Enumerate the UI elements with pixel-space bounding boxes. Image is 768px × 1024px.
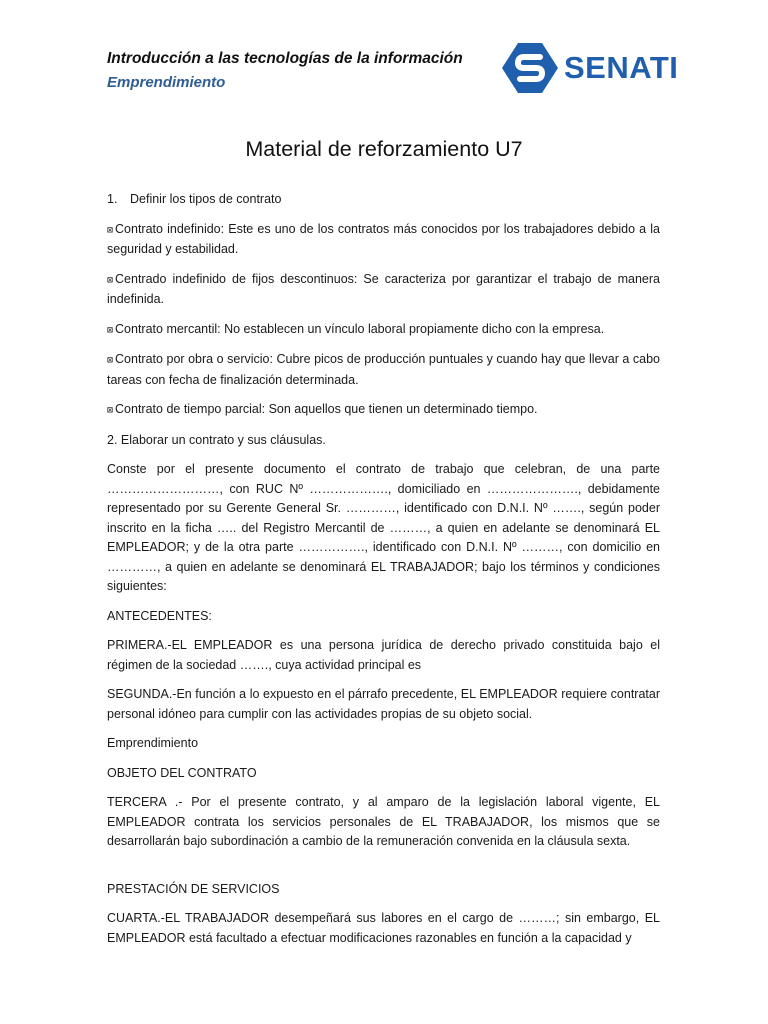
question-1-text: Definir los tipos de contrato (130, 192, 282, 206)
list-item (107, 350, 660, 390)
clause-cuarta: CUARTA.-EL TRABAJADOR desempeñará sus labores en el cargo de ………; sin embargo, EL EMPLEADOR está facultado a efectuar modificaciones razonables en función a la capacidad y (107, 911, 660, 945)
checkbox-glyph-icon: ⊠ (107, 224, 114, 236)
checkbox-glyph-icon: ⊠ (107, 274, 114, 286)
section-heading-objeto: OBJETO DEL CONTRATO (107, 765, 257, 780)
question-1 (107, 190, 660, 210)
senati-logo-icon (500, 40, 560, 96)
question-number: 1. (107, 192, 118, 206)
clause-primera: PRIMERA.-EL EMPLEADOR es una persona jurídica de derecho privado constituida bajo el régimen de la sociedad ……., cuya actividad principal es (107, 638, 660, 672)
checkbox-glyph-icon: ⊠ (107, 355, 114, 366)
emprendimiento-label: Emprendimiento (107, 736, 199, 750)
list-item-text: Contrato de tiempo parcial: Son aquellos que tienen un determinado tiempo. (115, 402, 538, 416)
clause-tercera: TERCERA .- Por el presente contrato, y al amparo de la legislación laboral vigente, EL EMPLEADOR contrata los servicios personales de EL TRABAJADOR, los mismos que se desarrollarán bajo subordinación a cambio de la remuneración convenida en la cláusula sexta. (107, 795, 660, 848)
section-heading-antecedentes: ANTECEDENTES: (107, 608, 212, 623)
question-2: 2. Elaborar un contrato y sus cláusulas. (107, 432, 326, 447)
list-item (107, 320, 660, 341)
document-header (107, 50, 463, 91)
section-heading-prestacion: PRESTACIÓN DE SERVICIOS (107, 881, 280, 896)
document-body (107, 190, 660, 958)
checkbox-glyph-icon: ⊠ (107, 324, 114, 336)
course-title: Introducción a las tecnologías de la información (107, 50, 463, 67)
list-item-text: Centrado indefinido de fijos descontinuos: Se caracteriza por garantizar el trabajo de manera indefinida. (107, 271, 660, 306)
list-item-text: Contrato mercantil: No establecen un vínculo laboral propiamente dicho con la empresa. (115, 321, 605, 336)
document-title: Material de reforzamiento U7 (245, 137, 523, 161)
list-item-text: Contrato por obra o servicio: Cubre picos de producción puntuales y cuando hay que llevar a cabo tareas con fecha de finalización determinada. (107, 352, 660, 387)
course-subtitle: Emprendimiento (107, 74, 226, 91)
logo-text: SENATI (564, 50, 679, 85)
clause-segunda: SEGUNDA.-En función a lo expuesto en el párrafo precedente, EL EMPLEADOR requiere contratar personal idóneo para cumplir con las actividades propias de su objeto social. (107, 687, 660, 721)
list-item-text: Contrato indefinido: Este es uno de los contratos más conocidos por los trabajadores debido a la seguridad y estabilidad. (107, 221, 660, 256)
list-item (107, 220, 660, 260)
list-item (107, 270, 660, 310)
contract-intro: Conste por el presente documento el contrato de trabajo que celebran, de una parte ………………………, con RUC Nº ………………., domiciliado en …………………., debidamente representado por su Gerente General Sr. …………, identificado con D.N.I. Nº ……., según poder inscrito en la ficha ….. del Registro Mercantil de ………, a quien en adelante se denominará EL EMPLEADOR; y de la otra parte ……………., identificado con D.N.I. Nº ………, con domicilio en …………, a quien en adelante se denominará EL TRABAJADOR; bajo los términos y condiciones siguientes: (107, 462, 660, 593)
list-item (107, 400, 660, 421)
senati-logo (500, 40, 678, 96)
checkbox-glyph-icon: ⊠ (107, 405, 114, 416)
